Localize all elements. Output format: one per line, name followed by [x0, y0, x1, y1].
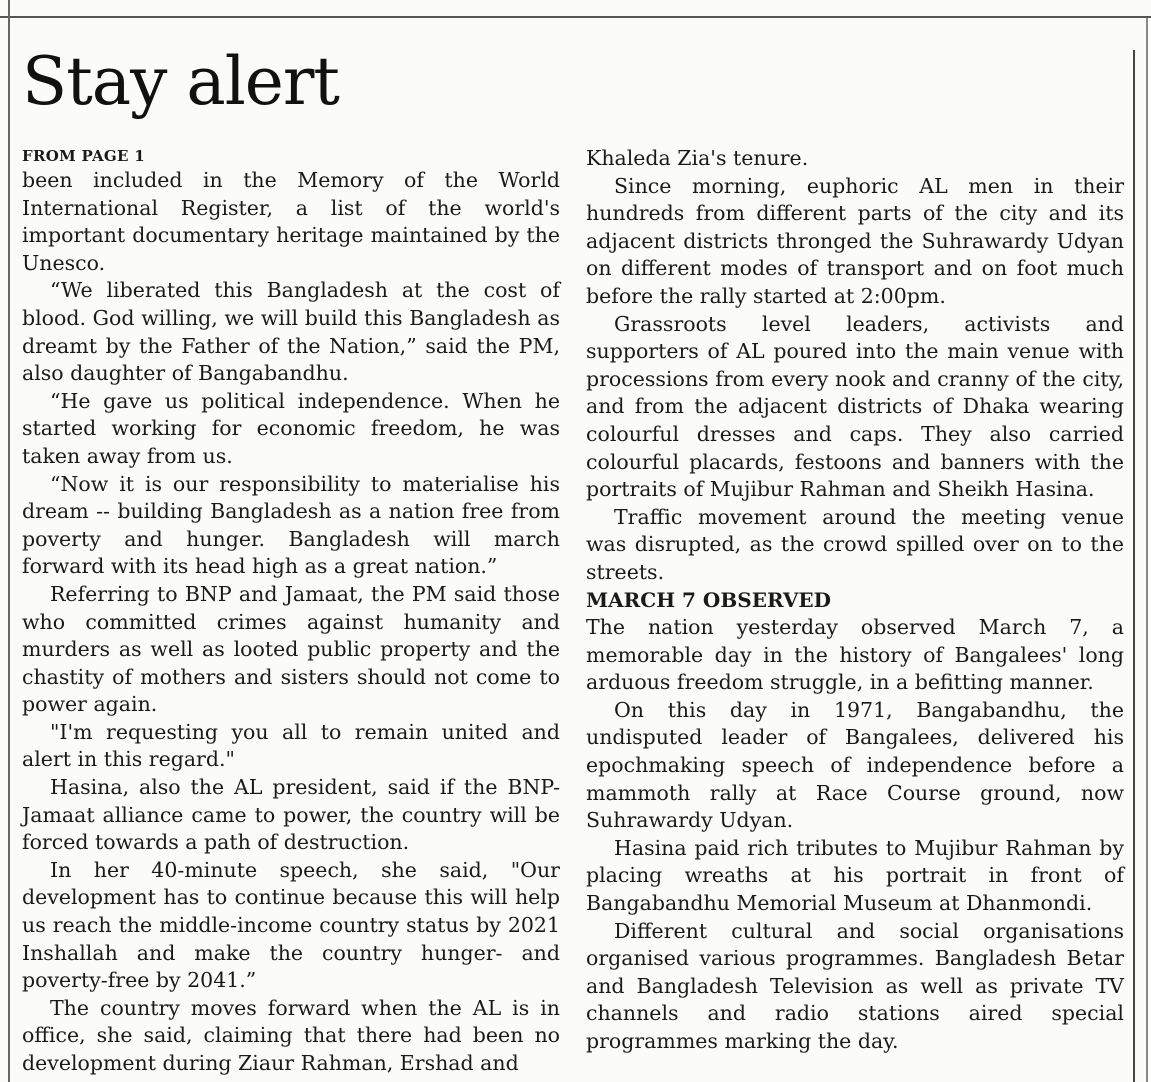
paragraph: “We liberated this Bangladesh at the cost of blood. God willing, we will build this Bangladesh as dreamt by the Father of the Nation,” said the PM, also daughter of Bangabandhu.: [22, 278, 560, 386]
top-rule: [0, 0, 1151, 18]
paragraph: Khaleda Zia's tenure.: [586, 146, 809, 170]
paragraph: Hasina paid rich tributes to Mujibur Rahman by placing wreaths at his portrait in front of Bangabandhu Memorial Museum at Dhanmondi.: [586, 835, 1124, 916]
paragraph: The nation yesterday observed March 7, a memorable day in the history of Bangalees' long arduous freedom struggle, in a befitting manner.: [586, 615, 1124, 695]
subheading: MARCH 7 OBSERVED: [586, 587, 831, 612]
paragraph: Grassroots level leaders, activists and supporters of AL poured into the main venue with processions from every nook and cranny of the city, and from the adjacent districts of Dhaka wearing colourful dresses and caps. They also carried colourful placards, festoons and banners with the portraits of Mujibur Rahman and Sheikh Hasina.: [586, 311, 1124, 502]
paragraph: “He gave us political independence. When he started working for economic freedom, he was taken away from us.: [22, 388, 560, 468]
article-column-left: [22, 145, 560, 1078]
page-edge-rule: [1146, 18, 1148, 1082]
headline: Stay alert: [22, 43, 339, 120]
article-column-right: [586, 145, 1124, 1056]
paragraph: Since morning, euphoric AL men in their hundreds from different parts of the city and its adjacent districts thronged the Suhrawardy Udyan on different modes of transport and on foot much before the rally started at 2:00pm.: [586, 173, 1124, 308]
column-rule-right: [1133, 50, 1135, 1082]
paragraph: In her 40-minute speech, she said, "Our development has to continue because this will help us reach the middle-income country status by 2021 Inshallah and make the country hunger- and poverty-free by 2041.”: [22, 857, 560, 993]
paragraph: Referring to BNP and Jamaat, the PM said those who committed crimes against humanity and murders as well as looted public property and the chastity of mothers and sisters should not come to power again.: [22, 581, 560, 717]
paragraph: “Now it is our responsibility to materialise his dream -- building Bangladesh as a nation free from poverty and hunger. Bangladesh will march forward with its head high as a great nation.”: [22, 471, 560, 579]
paragraph: Traffic movement around the meeting venue was disrupted, as the crowd spilled over on to the streets.: [586, 504, 1124, 584]
paragraph: "I'm requesting you all to remain united and alert in this regard.": [22, 719, 560, 772]
paragraph: The country moves forward when the AL is in office, she said, claiming that there had been no development during Ziaur Rahman, Ershad and: [22, 995, 560, 1075]
paragraph: been included in the Memory of the World International Register, a list of the world's important documentary heritage maintained by the Unesco.: [22, 168, 560, 275]
paragraph: On this day in 1971, Bangabandhu, the undisputed leader of Bangalees, delivered his epochmaking speech of independence before a mammoth rally at Race Course ground, now Suhrawardy Udyan.: [586, 697, 1124, 833]
paragraph: Hasina, also the AL president, said if the BNP-Jamaat alliance came to power, the country will be forced towards a path of destruction.: [22, 775, 560, 855]
left-rule: [8, 0, 10, 1082]
kicker: FROM PAGE 1: [22, 147, 146, 165]
paragraph: Different cultural and social organisations organised various programmes. Bangladesh Betar and Bangladesh Television as well as private TV channels and radio stations aired special programmes marking the day.: [586, 918, 1124, 1053]
